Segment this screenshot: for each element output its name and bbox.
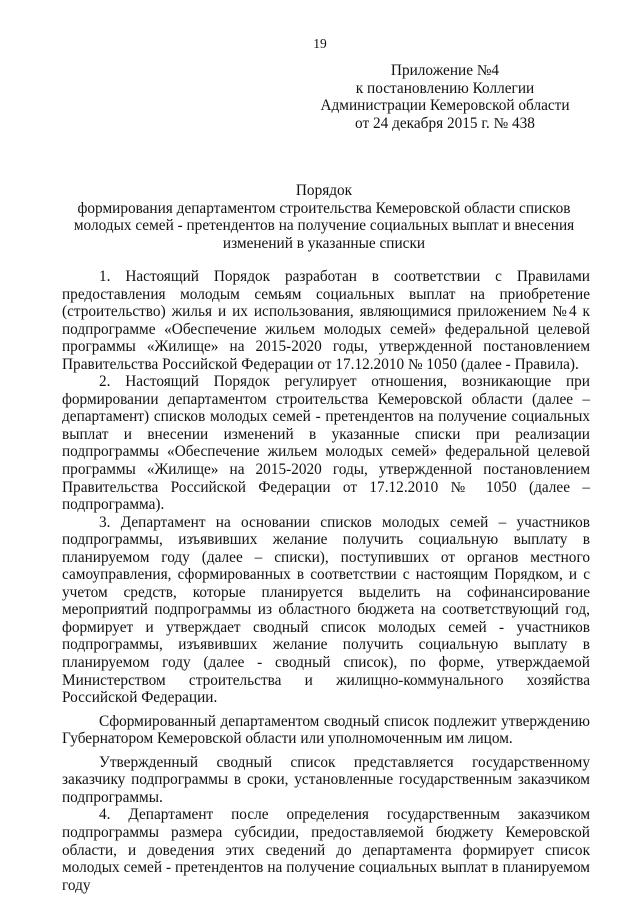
title-line-1: формирования департаментом строительства Кемеровской области списков xyxy=(77,199,571,217)
paragraph-approval: Сформированный департаментом сводный список подлежит утверждению Губернатором Кемеровской области или уполномоченным им лицом. xyxy=(62,712,590,748)
appendix-header xyxy=(300,62,590,132)
document-body xyxy=(62,268,590,894)
appendix-line-4: от 24 декабря 2015 г. № 438 xyxy=(355,114,535,132)
title-line-2: молодых семей - претендентов на получение социальных выплат и внесения xyxy=(73,217,575,235)
appendix-line-1: Приложение №4 xyxy=(390,62,500,79)
paragraph-3: 3. Департамент на основании списков молодых семей – участников подпрограммы, изъявивших желание получить социальную выплату в планируемом году (далее – списки), поступивших от органов местного самоуправления, сформированных в соответствии с настоящим Порядком, и с учетом средств, которые планируется выделить на софинансирование мероприятий подпрограммы из областного бюджета на соответствующий год, формирует и утверждает сводный список молодых семей - участников подпрограммы, изъявивших желание получить социальную выплату в планируемом году (далее - сводный список), по форме, утверждаемой Министерством строительства и жилищно-коммунального хозяйства Российской Федерации. xyxy=(62,513,590,707)
paragraph-4: 4. Департамент после определения государственным заказчиком подпрограммы размера субсидии, предоставляемой бюджету Кемеровской области, и доведения этих сведений до департамента формирует список молодых семей - претендентов на получение социальных выплат в планируемом году xyxy=(62,806,590,894)
title-heading: Порядок xyxy=(295,182,353,199)
title-line-3: изменений в указанные списки xyxy=(222,235,426,253)
appendix-line-3: Администрации Кемеровской области xyxy=(320,97,570,115)
appendix-line-2: к постановлению Коллегии xyxy=(355,79,535,97)
paragraph-2: 2. Настоящий Порядок регулирует отношения, возникающие при формировании департаментом строительства Кемеровской области (далее – департамент) списков молодых семей - претендентов на получение социальных выплат и внесении изменений в указанные списки при реализации подпрограммы «Обеспечение жильем молодых семей» федеральной целевой программы «Жилище» на 2015-2020 годы, утвержденной постановлением Правительства Российской Федерации от 17.12.2010 № 1050 (далее – подпрограмма). xyxy=(62,373,590,514)
paragraph-1: 1. Настоящий Порядок разработан в соответствии с Правилами предоставления молодым семьям социальных выплат на приобретение (строительство) жилья и их использования, являющимися приложением №4 к подпрограмме «Обеспечение жильем молодых семей» федеральной целевой программы «Жилище» на 2015-2020 годы, утвержденной постановлением Правительства Российской Федерации от 17.12.2010 № 1050 (далее - Правила). xyxy=(62,268,590,373)
document-title xyxy=(60,182,588,253)
page-number: 19 xyxy=(313,36,327,51)
paragraph-submission: Утвержденный сводный список представляется государственному заказчику подпрограммы в сроки, установленные государственным заказчиком подпрограммы. xyxy=(62,753,590,806)
